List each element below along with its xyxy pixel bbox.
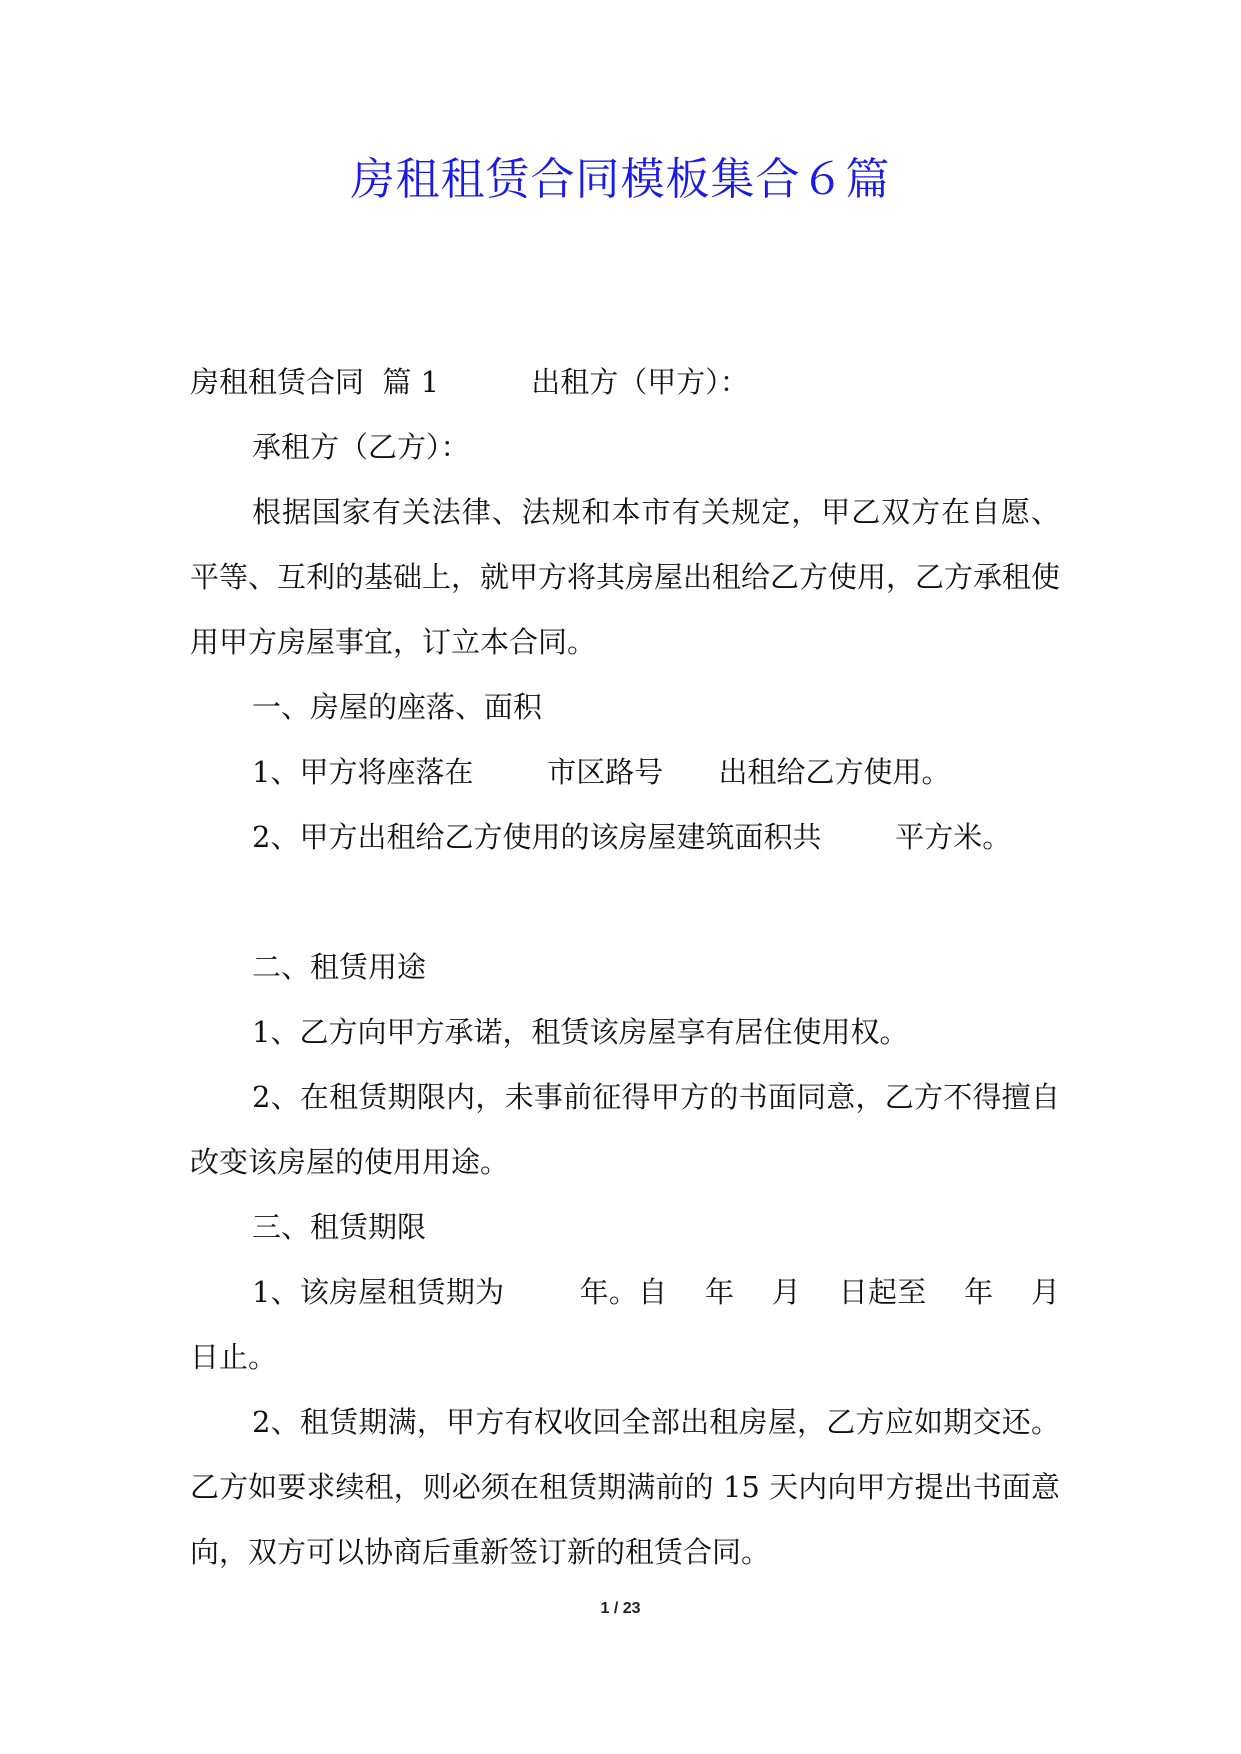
section-2-item-1: 1、乙方向甲方承诺，租赁该房屋享有居住使用权。	[252, 1015, 909, 1049]
lessee-line: 承租方（乙方）：	[252, 430, 470, 464]
document-title: 房租租赁合同模板集合６篇	[350, 154, 891, 205]
section-1-item-1: 1、甲方将座落在 市区路号 出租给乙方使用。	[252, 755, 951, 789]
blank-line	[190, 870, 1060, 935]
section-1-heading: 一、房屋的座落、面积	[252, 690, 543, 724]
page-number: 1 / 23	[600, 1600, 641, 1617]
section-3-item-2: 2、租赁期满，甲方有权收回全部出租房屋，乙方应如期交还。乙方如要求续租，则必须在租赁期满前的 15 天内向甲方提出书面意向，双方可以协商后重新签订新的租赁合同。	[190, 1405, 1060, 1569]
document-body	[190, 350, 1060, 1585]
section-2-heading: 二、租赁用途	[252, 950, 427, 984]
preamble-paragraph: 根据国家有关法律、法规和本市有关规定，甲乙双方在自愿、平等、互利的基础上，就甲方将其房屋出租给乙方使用，乙方承租使用甲方房屋事宜，订立本合同。	[190, 495, 1061, 659]
contract-heading-line: 房租租赁合同 篇 1 出租方（甲方）：	[190, 365, 749, 399]
section-1-item-2: 2、甲方出租给乙方使用的该房屋建筑面积共 平方米。	[252, 820, 1012, 854]
section-3-item-1: 1、该房屋租赁期为 年。自 年 月 日起至 年 月日止。	[190, 1275, 1060, 1374]
section-3-heading: 三、租赁期限	[252, 1210, 427, 1244]
section-2-item-2: 2、在租赁期限内，未事前征得甲方的书面同意，乙方不得擅自改变该房屋的使用用途。	[190, 1080, 1060, 1179]
